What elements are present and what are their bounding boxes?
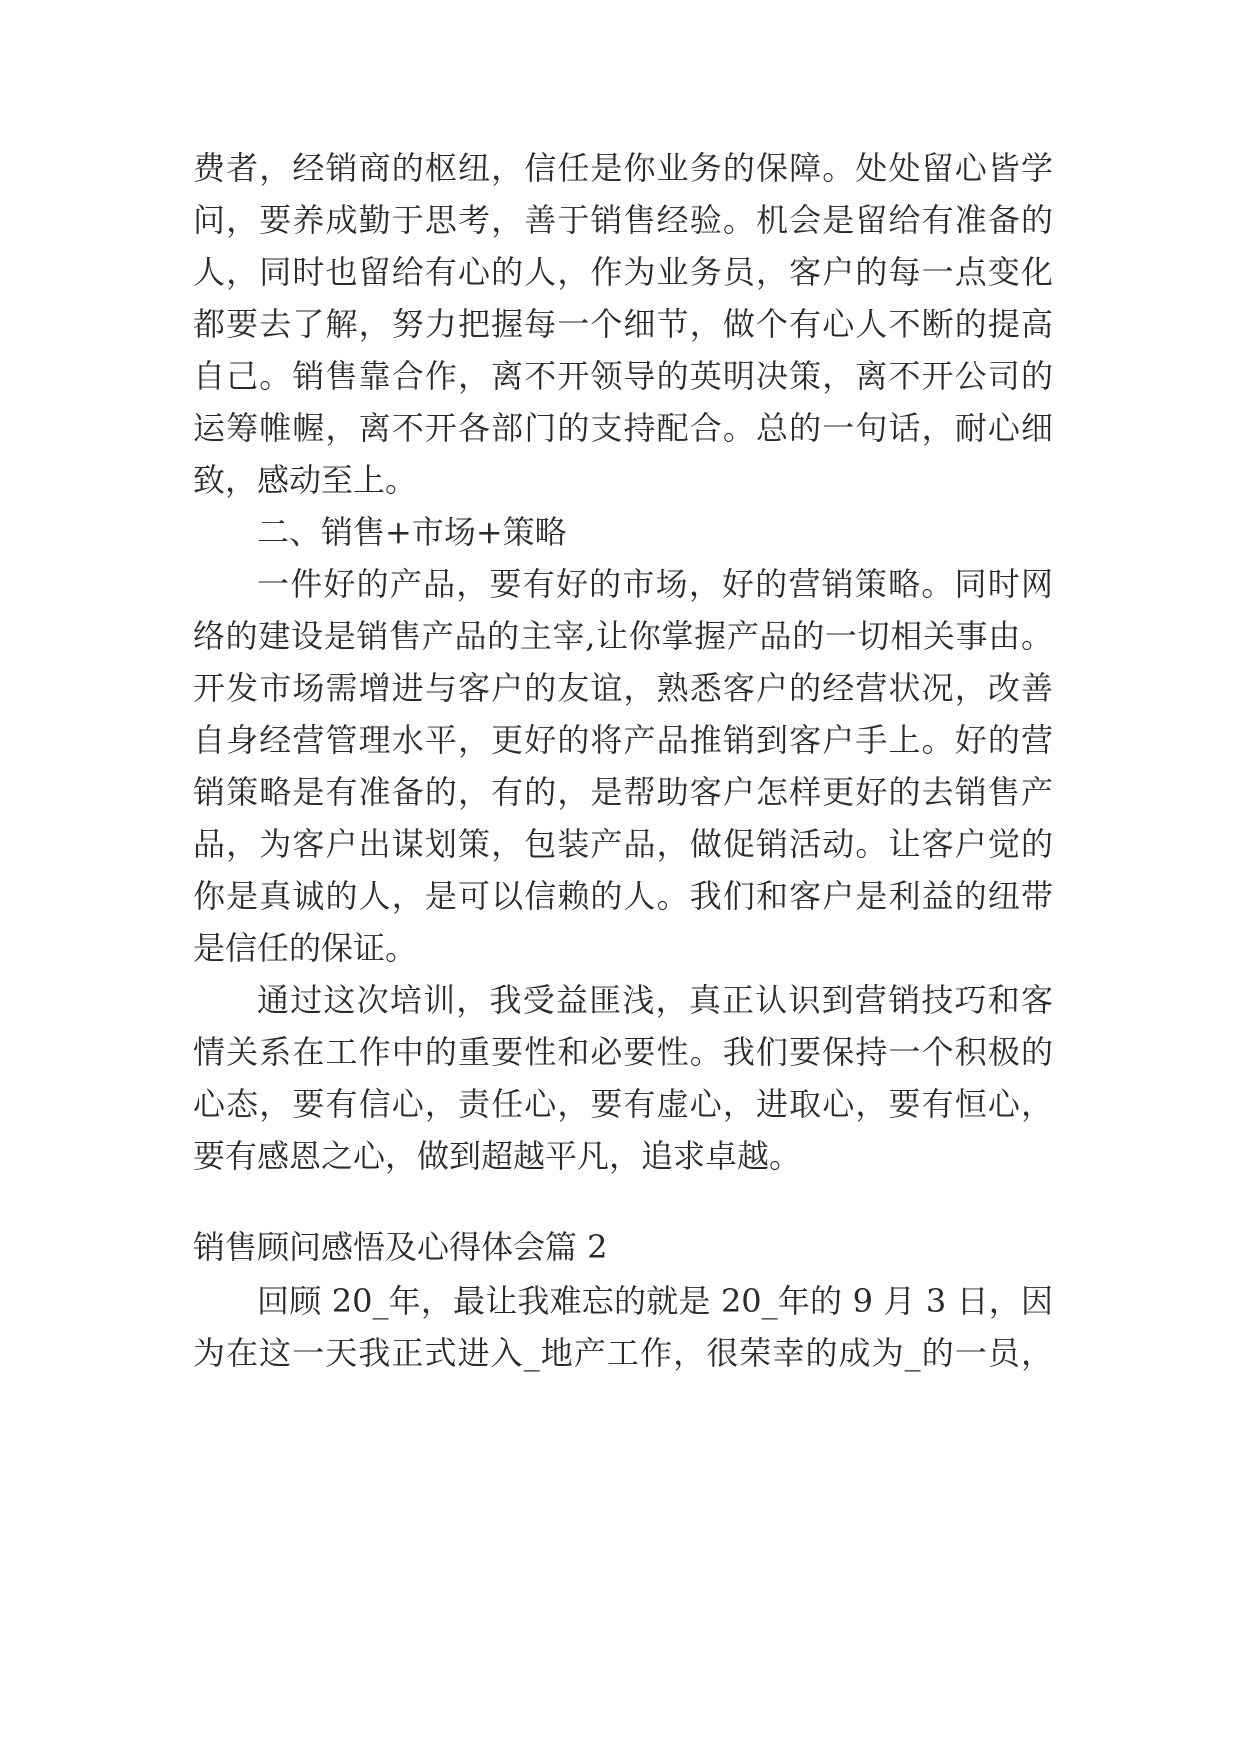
- text-line: 回顾 20_年，最让我难忘的就是 20_年的 9 月 3 日，因: [257, 1282, 1053, 1320]
- text-line: 都要去了解，努力把握每一个细节，做个有心人不断的提高: [193, 305, 1053, 343]
- text-line: 费者，经销商的枢纽，信任是你业务的保障。处处留心皆学: [193, 149, 1053, 187]
- section-heading: 二、销售+市场+策略: [257, 513, 567, 551]
- text-line: 情关系在工作中的重要性和必要性。我们要保持一个积极的: [193, 1033, 1053, 1071]
- text-line: 要有感恩之心，做到超越平凡，追求卓越。: [193, 1137, 802, 1175]
- text-line: 你是真诚的人，是可以信赖的人。我们和客户是利益的纽带: [193, 877, 1053, 915]
- text-line: 络的建设是销售产品的主宰,让你掌握产品的一切相关事由。: [193, 617, 1053, 655]
- text-line: 运筹帷幄，离不开各部门的支持配合。总的一句话，耐心细: [193, 409, 1053, 447]
- text-line: 是信任的保证。: [193, 929, 418, 967]
- text-line: 人，同时也留给有心的人，作为业务员，客户的每一点变化: [193, 253, 1053, 291]
- text-line: 心态，要有信心，责任心，要有虚心，进取心，要有恒心，: [193, 1085, 1053, 1123]
- text-line: 一件好的产品，要有好的市场，好的营销策略。同时网: [257, 565, 1053, 603]
- text-line: 通过这次培训，我受益匪浅，真正认识到营销技巧和客: [257, 981, 1053, 1019]
- text-line: 自己。销售靠合作，离不开领导的英明决策，离不开公司的: [193, 357, 1053, 395]
- text-line: 自身经营管理水平，更好的将产品推销到客户手上。好的营: [193, 721, 1053, 759]
- text-line: 为在这一天我正式进入_地产工作，很荣幸的成为_的一员，: [193, 1334, 1053, 1372]
- text-line: 品，为客户出谋划策，包装产品，做促销活动。让客户觉的: [193, 825, 1053, 863]
- text-line: 销策略是有准备的，有的，是帮助客户怎样更好的去销售产: [193, 773, 1053, 811]
- text-line: 开发市场需增进与客户的友谊，熟悉客户的经营状况，改善: [193, 669, 1053, 707]
- text-line: 致，感动至上。: [193, 461, 418, 499]
- article-title: 销售顾问感悟及心得体会篇 2: [193, 1228, 608, 1266]
- text-line: 问，要养成勤于思考，善于销售经验。机会是留给有准备的: [193, 201, 1053, 239]
